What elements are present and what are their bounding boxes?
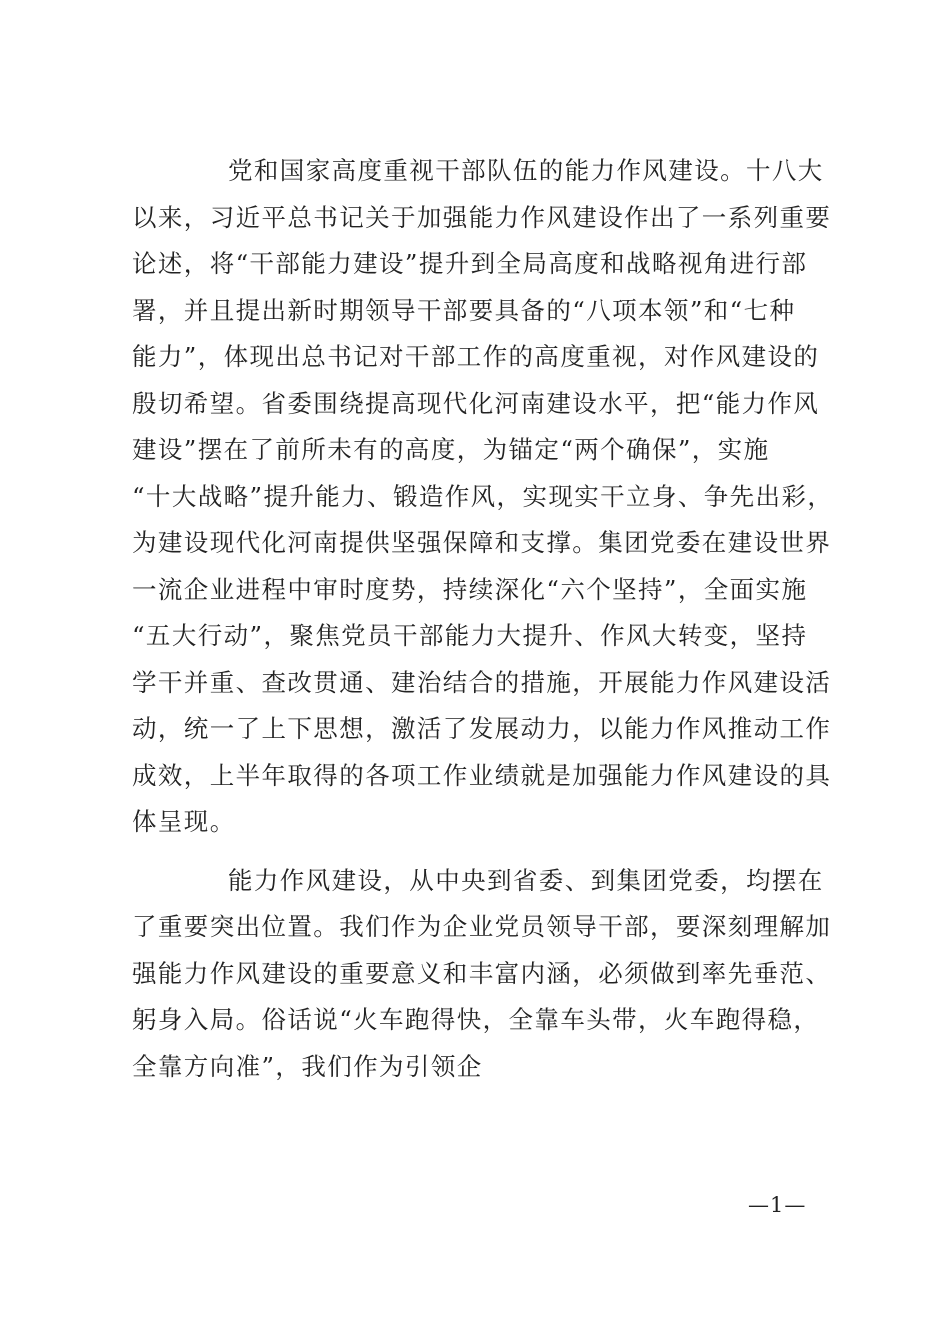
paragraph-line: “十大战略”提升能力、锻造作风，实现实干立身、争先出彩， xyxy=(132,481,834,511)
paragraph-line: 建设”摆在了前所未有的高度，为锚定“两个确保”，实施 xyxy=(132,435,770,464)
paragraph-spacing xyxy=(132,846,822,858)
paragraph-line: 殷切希望。省委围绕提高现代化河南建设水平，把“能力作风 xyxy=(132,388,820,418)
paragraph-line: 成效，上半年取得的各项工作业绩就是加强能力作风建设的具 xyxy=(132,760,832,790)
paragraph-line: 强能力作风建设的重要意义和丰富内涵，必须做到率先垂范、 xyxy=(132,958,832,988)
paragraph-line: 全靠方向准”，我们作为引领企 xyxy=(132,1051,483,1081)
paragraph-line: “五大行动”，聚焦党员干部能力大提升、作风大转变，坚持 xyxy=(132,621,808,650)
paragraph-line: 能力作风建设，从中央到省委、到集团党委，均摆在 xyxy=(228,865,824,895)
paragraph-line: 了重要突出位置。我们作为企业党员领导干部，要深刻理解加 xyxy=(132,912,832,941)
paragraph-line: 以来，习近平总书记关于加强能力作风建设作出了一系列重要 xyxy=(132,202,832,232)
paragraph-line: 论述，将“干部能力建设”提升到全局高度和战略视角进行部 xyxy=(132,249,808,278)
paragraph-line: 为建设现代化河南提供坚强保障和支撑。集团党委在建设世界 xyxy=(132,528,832,557)
body-text xyxy=(132,148,834,1090)
paragraph-line: 动，统一了上下思想，激活了发展动力，以能力作风推动工作 xyxy=(132,714,832,743)
paragraph-line: 躬身入局。俗话说“火车跑得快，全靠车头带，火车跑得稳， xyxy=(132,1005,820,1034)
paragraph-2 xyxy=(132,858,832,1091)
paragraph-line: 能力”，体现出总书记对干部工作的高度重视，对作风建设的 xyxy=(132,342,820,371)
paragraph-line: 学干并重、查改贯通、建治结合的措施，开展能力作风建设活 xyxy=(132,667,832,697)
paragraph-1 xyxy=(132,148,834,846)
paragraph-line: 党和国家高度重视干部队伍的能力作风建设。十八大 xyxy=(228,156,824,185)
paragraph-line: 体呈现。 xyxy=(132,807,236,836)
paragraph-line: 署，并且提出新时期领导干部要具备的“八项本领”和“七种 xyxy=(132,295,796,325)
paragraph-line: 一流企业进程中审时度势，持续深化“六个坚持”，全面实施 xyxy=(132,574,808,604)
page-number: —1— xyxy=(748,1193,807,1217)
